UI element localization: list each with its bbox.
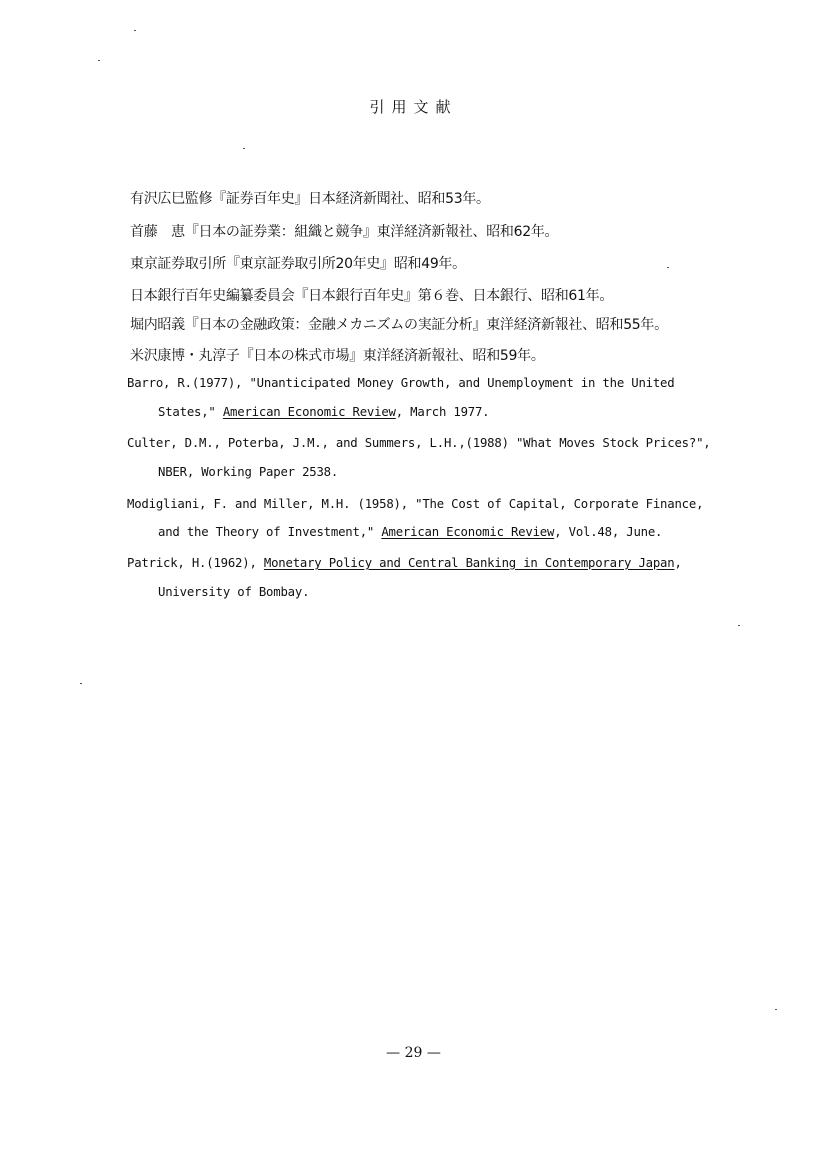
scan-speck xyxy=(80,683,82,684)
scan-speck xyxy=(98,60,100,61)
reference-patrick-prefix: Patrick, H.(1962), xyxy=(127,556,264,570)
scan-speck xyxy=(243,148,245,149)
page-number: — 29 — xyxy=(386,1045,441,1061)
reference-ja-3: 東京証券取引所『東京証券取引所20年史』昭和49年。 xyxy=(130,256,466,272)
book-title: Monetary Policy and Central Banking in Contemporary Japan xyxy=(263,556,675,570)
reference-ja-4: 日本銀行百年史編纂委員会『日本銀行百年史』第６巻、日本銀行、昭和61年。 xyxy=(130,288,614,304)
reference-culter-line1: Culter, D.M., Poterba, J.M., and Summers, L.H.,(1988) "What Moves Stock Prices?", xyxy=(127,436,711,450)
journal-title: American Economic Review xyxy=(381,525,555,539)
reference-barro-suffix: , March 1977. xyxy=(395,405,490,419)
reference-modigliani-prefix: and the Theory of Investment," xyxy=(158,525,382,539)
reference-ja-5: 堀内昭義『日本の金融政策：金融メカニズムの実証分析』東洋経済新報社、昭和55年。 xyxy=(130,317,668,333)
scan-speck xyxy=(738,625,740,626)
reference-patrick-line1 xyxy=(127,556,682,570)
page-title: 引用文献 xyxy=(369,98,458,116)
scan-speck xyxy=(775,1009,777,1010)
reference-barro-prefix: States," xyxy=(158,405,223,419)
reference-patrick-suffix: , xyxy=(674,556,682,570)
scan-speck xyxy=(667,267,669,268)
reference-modigliani-line2 xyxy=(158,525,662,539)
reference-ja-6: 米沢康博・丸淳子『日本の株式市場』東洋経済新報社、昭和59年。 xyxy=(130,348,545,364)
reference-modigliani-line1: Modigliani, F. and Miller, M.H. (1958), "The Cost of Capital, Corporate Finance, xyxy=(127,497,704,511)
reference-culter-line2: NBER, Working Paper 2538. xyxy=(158,465,339,479)
reference-modigliani-suffix: , Vol.48, June. xyxy=(554,525,663,539)
reference-ja-2: 首藤 恵『日本の証券業：組織と競争』東洋経済新報社、昭和62年。 xyxy=(130,224,559,240)
scan-speck xyxy=(134,30,136,31)
journal-title: American Economic Review xyxy=(222,405,396,419)
reference-barro-line2 xyxy=(158,405,489,419)
reference-barro-line1: Barro, R.(1977), "Unanticipated Money Growth, and Unemployment in the United xyxy=(127,376,675,390)
reference-patrick-line2: University of Bombay. xyxy=(158,585,310,599)
reference-ja-1: 有沢広巳監修『証券百年史』日本経済新聞社、昭和53年。 xyxy=(130,191,490,207)
